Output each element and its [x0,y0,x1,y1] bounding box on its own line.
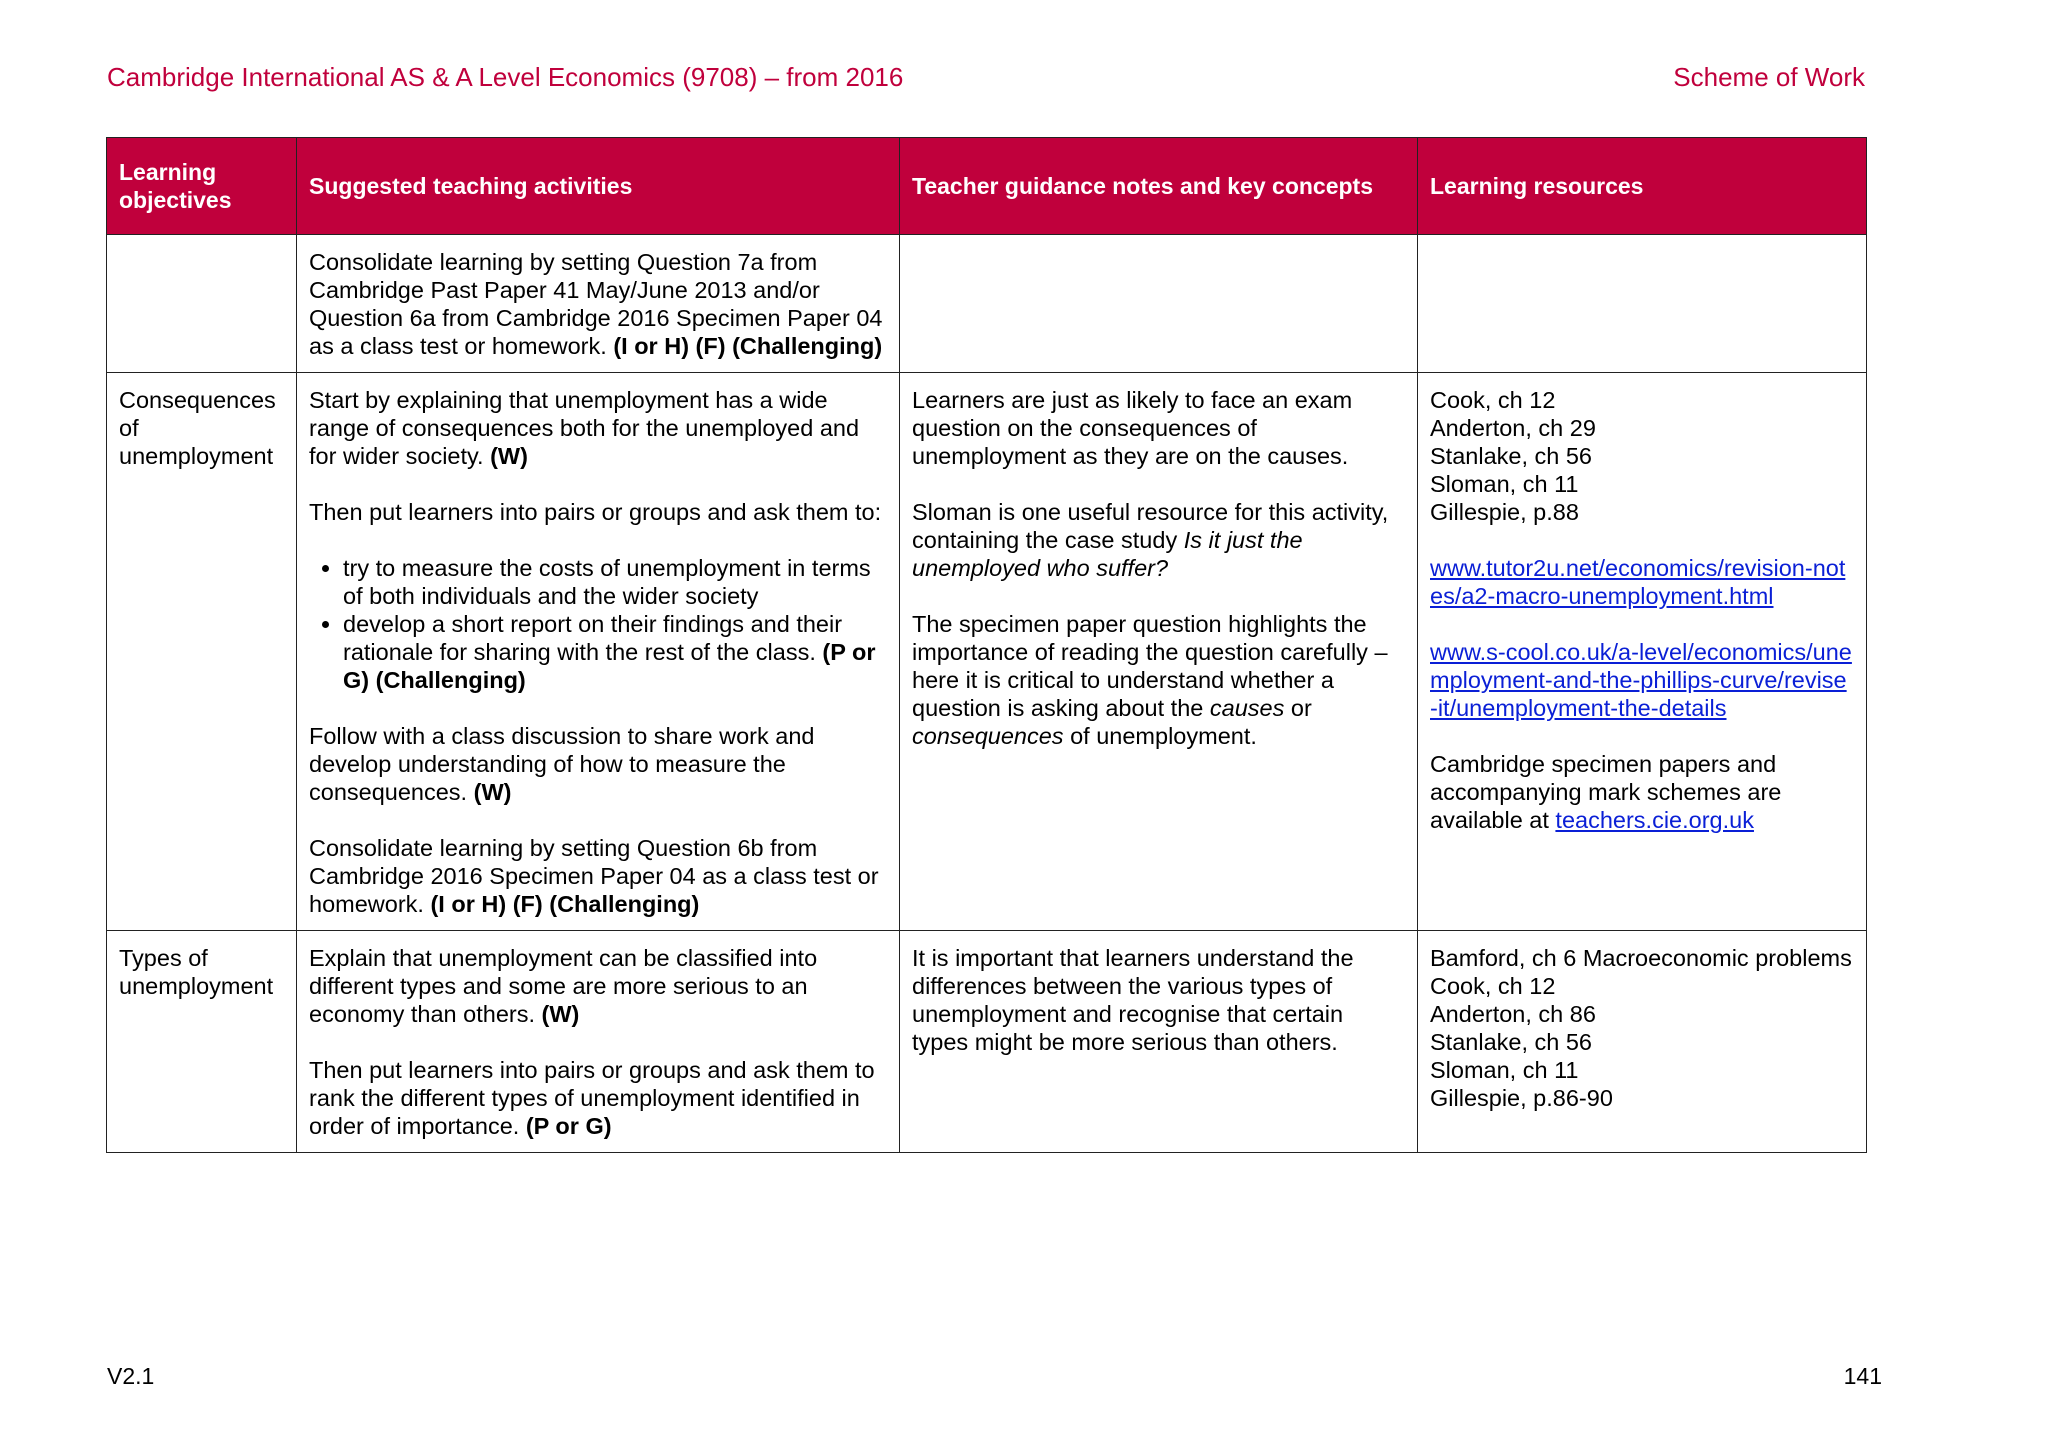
column-header-activities: Suggested teaching activities [297,138,900,235]
objective-cell [107,235,297,373]
activity-paragraph: Consolidate learning by setting Question 6b from Cambridge 2016 Specimen Paper 04 as a class test or homework. (I or H) (F) (Challenging) [309,835,879,917]
activities-cell [297,373,900,931]
activity-paragraph: Then put learners into pairs or groups and ask them to: [309,499,882,525]
activity-paragraph: Start by explaining that unemployment has a wide range of consequences both for the unemployed and for wider society. (W) [309,387,860,469]
table-header-row [107,138,1867,235]
column-header-objectives: Learning objectives [107,138,297,235]
version-label: V2.1 [107,1363,155,1389]
resources-cell [1418,931,1867,1153]
objective-text: Consequences of unemployment [119,387,276,469]
document-type: Scheme of Work [1673,62,1865,92]
table-row [107,373,1867,931]
activity-paragraph: Then put learners into pairs or groups and ask them to rank the different types of unemployment identified in order of importance. (P or G) [309,1057,875,1139]
column-header-resources: Learning resources [1418,138,1867,235]
column-header-guidance: Teacher guidance notes and key concepts [900,138,1418,235]
resource-item: Gillespie, p.86-90 [1430,1085,1613,1111]
activity-tags: (I or H) (F) (Challenging) [613,333,883,359]
resource-item: Cook, ch 12 [1430,973,1556,999]
guidance-paragraph: Learners are just as likely to face an exam question on the consequences of unemployment as they are on the causes. [912,387,1353,469]
resource-list [1430,386,1854,526]
resources-cell [1418,373,1867,931]
guidance-paragraph: The specimen paper question highlights the importance of reading the question carefully – here it is critical to understand whether a question is asking about the causes or consequences of unemployment. [912,611,1388,749]
activities-cell [297,931,900,1153]
resource-item: Sloman, ch 11 [1430,471,1579,497]
resource-item: Stanlake, ch 56 [1430,443,1592,469]
resource-item: Cook, ch 12 [1430,387,1556,413]
guidance-cell [900,931,1418,1153]
teachers-cie-link[interactable]: teachers.cie.org.uk [1555,807,1754,833]
list-item: • try to measure the costs of unemployment in terms of both individuals and the wider society [343,554,887,610]
objective-text: Types of unemployment [119,945,274,999]
table-row [107,931,1867,1153]
objective-cell [107,373,297,931]
resource-item: Sloman, ch 11 [1430,1057,1579,1083]
resource-list [1430,944,1854,1112]
resource-item: Stanlake, ch 56 [1430,1029,1592,1055]
objective-cell [107,931,297,1153]
guidance-paragraph: It is important that learners understand the differences between the various types of unemployment and recognise that certain types might be more serious than others. [912,945,1354,1055]
guidance-cell [900,235,1418,373]
list-item: • develop a short report on their findings and their rationale for sharing with the rest of the class. (P or G) (Challenging) [343,610,887,694]
document-title: Cambridge International AS & A Level Economics (9708) – from 2016 [107,62,904,92]
resources-cell [1418,235,1867,373]
specimen-note: Cambridge specimen papers and accompanying mark schemes are available at teachers.cie.org.uk [1430,751,1782,833]
tutor2u-link[interactable]: www.tutor2u.net/economics/revision-notes/a2-macro-unemployment.html [1430,555,1846,609]
guidance-cell [900,373,1418,931]
resource-item: Anderton, ch 29 [1430,415,1596,441]
guidance-paragraph: Sloman is one useful resource for this activity, containing the case study Is it just the unemployed who suffer? [912,499,1389,581]
page-number: 141 [1843,1363,1882,1389]
activity-bullet-list [309,554,887,694]
activities-cell [297,235,900,373]
resource-item: Gillespie, p.88 [1430,499,1579,525]
activity-paragraph: Explain that unemployment can be classified into different types and some are more serious to an economy than others. (W) [309,945,818,1027]
activity-paragraph: Consolidate learning by setting Question 7a from Cambridge Past Paper 41 May/June 2013 and/or Question 6a from Cambridge 2016 Specimen Paper 04 as a class test or homework. (I or H) (F) (Challenging) [309,249,883,359]
resource-item: Anderton, ch 86 [1430,1001,1596,1027]
resource-item: Bamford, ch 6 Macroeconomic problems [1430,945,1852,971]
scheme-of-work-table [106,137,1867,1153]
s-cool-link[interactable]: www.s-cool.co.uk/a-level/economics/unemployment-and-the-phillips-curve/revise-it/unemployment-the-details [1430,639,1852,721]
activity-paragraph: Follow with a class discussion to share work and develop understanding of how to measure the consequences. (W) [309,723,815,805]
table-row [107,235,1867,373]
